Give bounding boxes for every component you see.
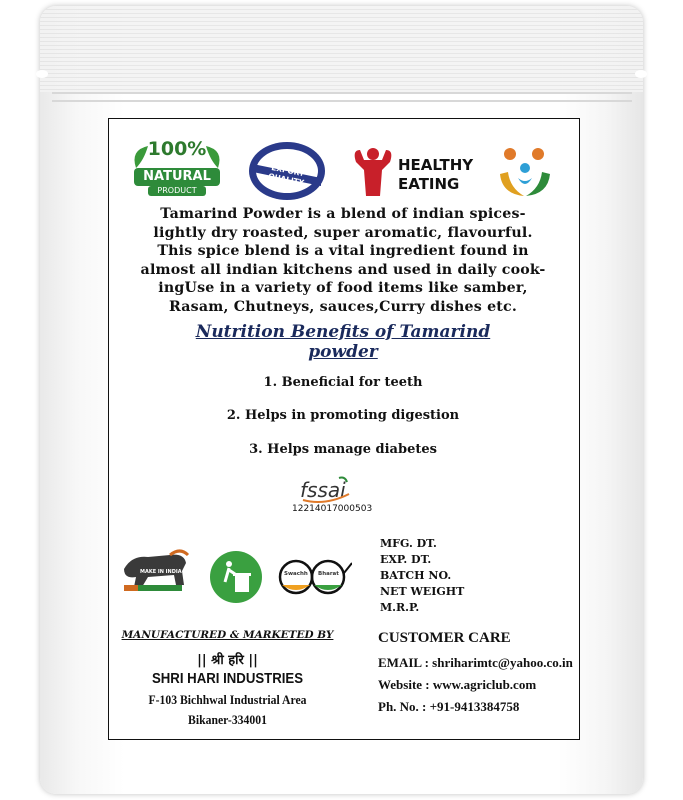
description-line: Rasam, Chutneys, sauces,Curry dishes etc. [168,298,518,315]
seal-line [52,92,632,94]
phone-text: Ph. No. : +91-9413384758 [378,699,520,714]
address-line: F-103 Bichhwal Industrial Area [148,692,307,707]
export-quality-seal [247,140,327,202]
nutrition-title-line1: Nutrition Benefits of Tamarind [195,322,491,342]
strong-man-icon [352,146,394,198]
eating-text: EATING [398,175,460,193]
benefit-item: 3. Helps manage diabetes [249,442,437,457]
swachh-bharat-logo [276,555,352,595]
healthy-eating-badge [352,146,482,198]
family-icon [496,144,554,200]
natural-text: NATURAL [143,169,211,184]
address-line: Bikaner-334001 [188,712,267,727]
net-weight-label: NET WEIGHT [380,585,465,598]
fssai-license: 12214017000503 [292,504,373,514]
pouch-seal [40,6,643,92]
description-line: almost all indian kitchens and used in daily cook- [140,261,546,278]
fssai-logo: fssai [300,478,346,502]
fssai-swoosh-icon [295,474,355,504]
export-quality-text: EXPORT QUALITY [267,162,306,188]
product-description [108,205,578,316]
benefit-item: 2. Helps in promoting digestion [226,408,460,423]
tear-notch-right [635,70,647,78]
swachh-text: Swachh [284,571,308,577]
shri-hari-text: || श्री हरि || [197,653,258,668]
natural-product-badge [128,140,226,198]
mfg-date-label: MFG. DT. [380,537,437,550]
company-name: SHRI HARI INDUSTRIES [151,670,304,687]
exp-date-label: EXP. DT. [380,553,432,566]
email-text: EMAIL : shriharimtc@yahoo.co.in [378,655,573,670]
dustbin-icon [209,550,263,604]
dustbin-logo [209,550,263,604]
nutrition-title-line2: powder [308,342,378,362]
mrp-label: M.R.P. [380,601,420,614]
manufacturer-title: MANUFACTURED & MARKETED BY [121,629,334,641]
description-line: lightly dry roasted, super aromatic, flavourful. [153,224,533,241]
description-line: ingUse in a variety of food items like samber, [158,280,528,296]
seal-line [52,100,632,102]
nutrition-title [108,322,578,362]
customer-care-title: CUSTOMER CARE [378,630,511,646]
tear-notch-left [36,70,48,78]
description-line: This spice blend is a vital ingredient found in [157,243,529,259]
description-line: Tamarind Powder is a blend of indian spices- [160,206,526,222]
website-text: Website : www.agriclub.com [378,677,537,692]
healthy-text: HEALTHY [398,156,474,174]
product-text: PRODUCT [157,186,197,195]
make-in-india-logo [118,545,190,593]
batch-no-label: BATCH NO. [380,569,452,582]
natural-percent: 100% [147,138,207,160]
benefit-item: 1. Beneficial for teeth [263,375,423,390]
bharat-text: Bharat [318,571,339,577]
make-in-india-text: MAKE IN INDIA [140,569,182,575]
family-care-logo [496,144,554,200]
